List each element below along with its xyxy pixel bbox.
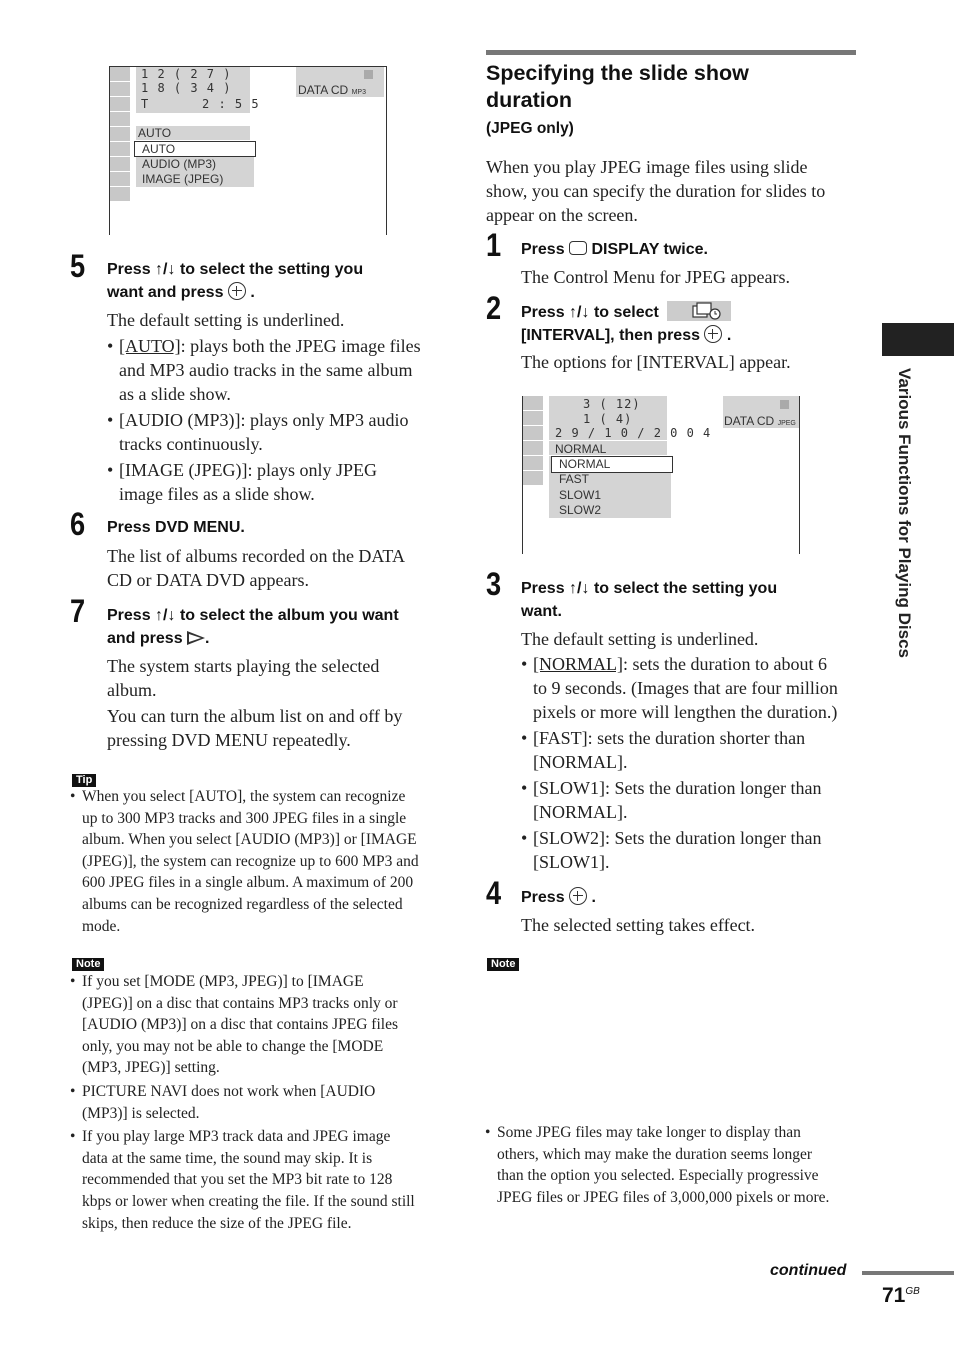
note-item: • If you play large MP3 track data and JPEG image data at the same time, the sound may skip. It is recommended that you set the MP3 bit rate to 128 kbps or lower when creating the file. If the sound still skips, then reduce the size of the JPEG file.: [70, 1126, 442, 1234]
step-number: 1: [486, 227, 502, 263]
step-body: The options for [INTERVAL] appear.: [521, 352, 791, 372]
tip-text: • When you select [AUTO], the system can recognize up to 300 MP3 tracks and 300 JPEG files in a single album. When you select [AUDIO (MP3)] or [IMAGE (JPEG)], the system can recognize up to 600 MP3 and 600 JPEG files in a single album. A maximum of 200 albums can be recognized regardless of the selected mode.: [70, 786, 454, 937]
footer-rule: [862, 1271, 954, 1275]
step-body: The list of albums recorded on the DATA CD or DATA DVD appears.: [107, 546, 405, 590]
osd-row: 1 2 ( 2 7 ): [141, 67, 232, 81]
osd-row: 2 : 5 5: [202, 97, 260, 111]
step-heading: Press .: [521, 889, 596, 906]
enter-button-icon: [228, 282, 246, 300]
step-heading: Press ↑/↓ to select the setting you want.: [521, 580, 778, 620]
step-heading: Press ↑/↓ to select [INTERVAL], then press .: [521, 301, 861, 347]
osd-setting-header: NORMAL: [555, 442, 607, 456]
note-label: Note: [72, 958, 104, 971]
section-subtitle: (JPEG only): [486, 120, 574, 137]
step-number: 4: [486, 875, 502, 911]
step-body: The Control Menu for JPEG appears.: [521, 267, 790, 287]
osd-option[interactable]: AUTO: [142, 142, 176, 156]
step-number: 7: [70, 593, 86, 629]
osd-setting-header: AUTO: [138, 126, 172, 140]
play-icon: [187, 631, 205, 645]
section-title: Specifying the slide show duration: [486, 61, 749, 112]
note-item: • PICTURE NAVI does not work when [AUDIO (MP3)] is selected.: [70, 1081, 442, 1124]
list-item: • [FAST]: sets the duration shorter than [NORMAL].: [521, 726, 866, 774]
step-number: 5: [70, 248, 86, 284]
step-heading: Press DISPLAY twice.: [521, 241, 708, 258]
osd-icon-column: [110, 67, 130, 202]
step-number: 3: [486, 566, 502, 602]
osd-option[interactable]: IMAGE (JPEG): [142, 172, 224, 186]
osd-disc-type: DATA CD JPEG: [724, 414, 796, 428]
osd-screen-jpeg: [522, 396, 800, 554]
osd-option[interactable]: SLOW2: [559, 503, 602, 517]
intro-text: When you play JPEG image files using slide show, you can specify the duration for slides to appear on the screen.: [486, 157, 826, 225]
side-tab: [893, 368, 917, 728]
notes-list: [70, 971, 442, 1234]
osd-row: 1 ( 4): [583, 412, 633, 426]
page-number: $71^{GB}$: [882, 1284, 920, 1307]
osd-row: 2 9 / 1 0 / 2 0 0 4: [555, 426, 712, 440]
display-button-icon: [569, 241, 587, 255]
side-tab-label: Various Functions for Playing Discs: [895, 368, 914, 659]
step-number: 6: [70, 506, 86, 542]
osd-screen-mp3: [109, 66, 387, 235]
osd-option[interactable]: AUDIO (MP3): [142, 157, 217, 171]
step-body: The default setting is underlined. • [AUTO]: plays both the JPEG image files and MP3 audio tracks in the same album as a slide show. • [AUDIO (MP3)]: plays only MP3 audio tracks continuously. • [IMAGE (JPEG)]: plays only JPEG image files as a slide show.: [107, 308, 452, 506]
osd-row: T: [141, 97, 150, 111]
step-heading: Press DVD MENU.: [107, 519, 245, 536]
side-tab-marker: [882, 323, 954, 356]
interval-icon: [667, 301, 731, 321]
continued-label: continued: [770, 1262, 847, 1279]
note-label: Note: [487, 958, 519, 971]
step-heading: Press ↑/↓ to select the setting you want and press .: [107, 261, 364, 301]
step-body: The default setting is underlined. • [NORMAL]: sets the duration to about 6 to 9 seconds. (Images that are four million pixels or more will lengthen the duration.) • [FAST]: sets the duration shorter than [NORMAL]. • [SLOW1]: Sets the duration longer than [NORMAL]. • [SLOW2]: Sets the duration longer than [SLOW1].: [521, 627, 866, 874]
osd-row: 3 ( 12): [583, 397, 641, 411]
note-text: • Some JPEG files may take longer to display than others, which may make the duration seems longer than the option you selected. Especially progressive JPEG files or JPEG files of 3,000,000 pixels or more.: [485, 1122, 872, 1208]
tip-label: Tip: [72, 774, 96, 787]
list-item: • [AUDIO (MP3)]: plays only MP3 audio tracks continuously.: [107, 408, 452, 456]
osd-option[interactable]: SLOW1: [559, 488, 602, 502]
step-heading: Press ↑/↓ to select the album you want and press .: [107, 607, 399, 647]
osd-option[interactable]: FAST: [559, 472, 590, 486]
step-body: The selected setting takes effect.: [521, 915, 756, 935]
step-body: The system starts playing the selected album. You can turn the album list on and off by pressing DVD MENU repeatedly.: [107, 656, 403, 750]
enter-button-icon: [704, 325, 722, 343]
enter-button-icon: [569, 887, 587, 905]
list-item: • [SLOW1]: Sets the duration longer than [NORMAL].: [521, 776, 866, 824]
list-item: • [AUTO]: plays both the JPEG image files and MP3 audio tracks in the same album as a slide show.: [107, 334, 452, 406]
note-item: • If you set [MODE (MP3, JPEG)] to [IMAGE (JPEG)] on a disc that contains MP3 tracks only or [AUDIO (MP3)] on a disc that contains JPEG files only, you may not be able to change the [MODE (MP3, JPEG)] setting.: [70, 971, 442, 1079]
list-item: • [NORMAL]: sets the duration to about 6 to 9 seconds. (Images that are four million pixels or more will lengthen the duration.): [521, 652, 866, 724]
step-number: 2: [486, 290, 502, 326]
osd-disc-type: DATA CD MP3: [298, 83, 366, 97]
osd-icon-column: [523, 396, 543, 486]
list-item: • [IMAGE (JPEG)]: plays only JPEG image files as a slide show.: [107, 458, 452, 506]
osd-option[interactable]: NORMAL: [559, 457, 611, 471]
osd-row: 1 8 ( 3 4 ): [141, 81, 232, 95]
list-item: • [SLOW2]: Sets the duration longer than [SLOW1].: [521, 826, 866, 874]
section-rule: [486, 50, 856, 55]
